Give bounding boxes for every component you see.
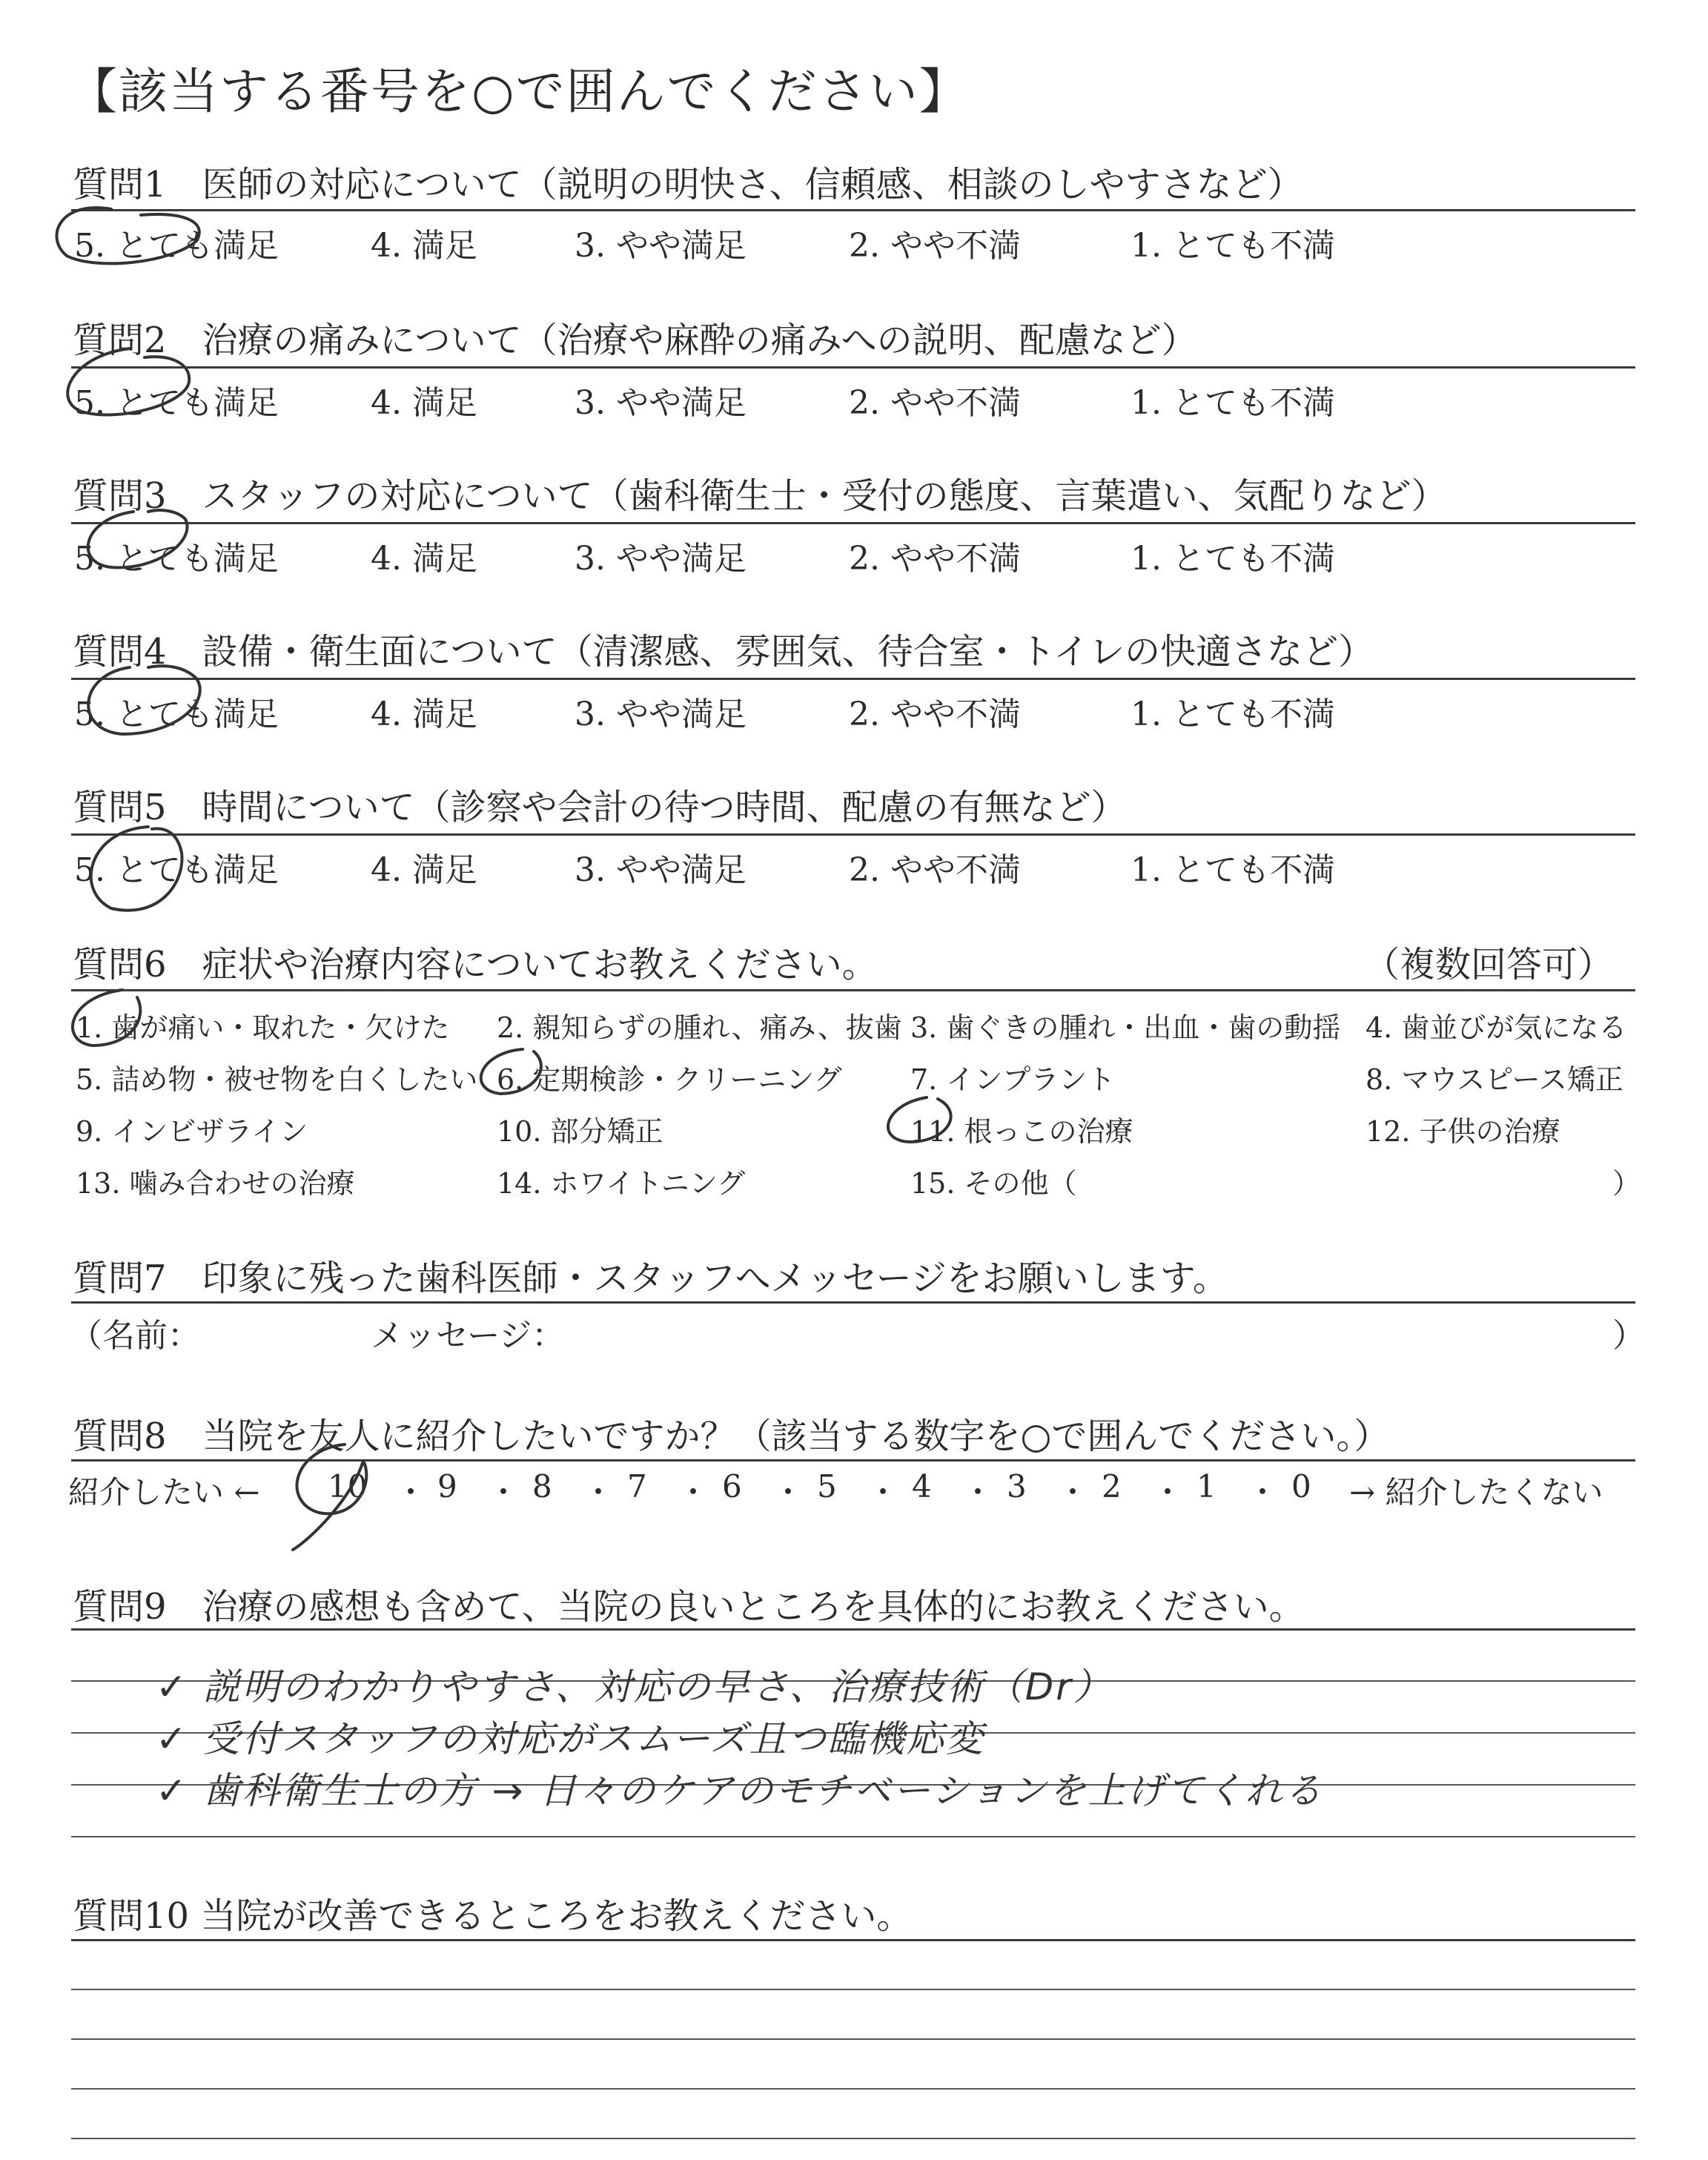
question-6-title: 質問6 症状や治療内容についてお教えください。 bbox=[73, 944, 878, 985]
divider bbox=[71, 989, 1635, 991]
divider bbox=[71, 1301, 1635, 1304]
q6-item-15[interactable]: 15. その他（ bbox=[910, 1167, 1077, 1200]
q2-option-3[interactable]: 3. やや満足 bbox=[575, 384, 747, 422]
q2-option-5[interactable]: 5. とても満足 bbox=[74, 384, 279, 422]
q5-option-2[interactable]: 2. やや不満 bbox=[849, 851, 1021, 889]
q5-option-1[interactable]: 1. とても不満 bbox=[1131, 851, 1335, 889]
q8-scale-1[interactable]: 1 bbox=[1196, 1468, 1217, 1505]
q6-item-12[interactable]: 12. 子供の治療 bbox=[1366, 1115, 1560, 1148]
q4-option-4[interactable]: 4. 満足 bbox=[371, 696, 477, 733]
q8-scale-2[interactable]: 2 bbox=[1102, 1468, 1122, 1505]
question-6-note: （複数回答可） bbox=[1364, 944, 1614, 985]
divider bbox=[71, 366, 1635, 369]
q6-item-3[interactable]: 3. 歯ぐきの腫れ・出血・歯の動揺 bbox=[910, 1011, 1341, 1044]
q8-scale-dot: ・ bbox=[867, 1474, 899, 1510]
q8-scale-6[interactable]: 6 bbox=[722, 1468, 742, 1505]
q8-scale-4[interactable]: 4 bbox=[912, 1468, 932, 1505]
q6-other-close: ） bbox=[1612, 1167, 1641, 1200]
q9-answer-2: ✓ 受付スタッフの対応がスムーズ且つ臨機応変 bbox=[156, 1717, 985, 1760]
answer-line bbox=[71, 1989, 1635, 1990]
q6-item-5[interactable]: 5. 詰め物・被せ物を白くしたい bbox=[76, 1063, 478, 1096]
divider bbox=[71, 678, 1635, 680]
q1-option-2[interactable]: 2. やや不満 bbox=[849, 227, 1021, 265]
q6-item-13[interactable]: 13. 噛み合わせの治療 bbox=[76, 1167, 355, 1200]
q1-option-1[interactable]: 1. とても不満 bbox=[1131, 227, 1335, 265]
q8-right-label: → 紹介したくない bbox=[1349, 1474, 1603, 1510]
q4-option-2[interactable]: 2. やや不満 bbox=[849, 696, 1021, 733]
q8-scale-dot: ・ bbox=[1152, 1474, 1184, 1510]
q8-scale-8[interactable]: 8 bbox=[532, 1468, 552, 1505]
divider bbox=[71, 522, 1635, 524]
q2-option-1[interactable]: 1. とても不満 bbox=[1131, 384, 1335, 422]
q6-item-1[interactable]: 1. 歯が痛い・取れた・欠けた bbox=[76, 1011, 450, 1044]
q7-name-label: （名前： bbox=[70, 1317, 200, 1355]
q1-option-3[interactable]: 3. やや満足 bbox=[575, 227, 747, 265]
divider bbox=[71, 209, 1635, 211]
q5-option-5[interactable]: 5. とても満足 bbox=[74, 851, 279, 889]
answer-line bbox=[71, 2038, 1635, 2040]
q2-option-2[interactable]: 2. やや不満 bbox=[849, 384, 1021, 422]
q8-scale-5[interactable]: 5 bbox=[817, 1468, 837, 1505]
question-8-title: 質問8 当院を友人に紹介したいですか？（該当する数字を○で囲んでください。） bbox=[73, 1416, 1390, 1457]
question-7-title: 質問7 印象に残った歯科医師・スタッフへメッセージをお願いします。 bbox=[73, 1258, 1228, 1299]
divider bbox=[71, 1939, 1635, 1941]
q6-item-11[interactable]: 11. 根っこの治療 bbox=[910, 1115, 1133, 1148]
answer-line bbox=[71, 2138, 1635, 2139]
q8-scale-dot: ・ bbox=[678, 1474, 709, 1510]
q6-item-10[interactable]: 10. 部分矯正 bbox=[497, 1115, 663, 1148]
q1-option-5[interactable]: 5. とても満足 bbox=[74, 227, 279, 265]
q6-item-9[interactable]: 9. インビザライン bbox=[76, 1115, 308, 1148]
q3-option-2[interactable]: 2. やや不満 bbox=[849, 540, 1021, 578]
question-4-title: 質問4 設備・衛生面について（清潔感、雰囲気、待合室・トイレの快適さなど） bbox=[73, 631, 1374, 673]
q6-item-2[interactable]: 2. 親知らずの腫れ、痛み、抜歯 bbox=[497, 1011, 902, 1044]
q4-option-1[interactable]: 1. とても不満 bbox=[1131, 696, 1335, 733]
q5-option-4[interactable]: 4. 満足 bbox=[371, 851, 477, 889]
divider bbox=[71, 833, 1635, 836]
q6-item-7[interactable]: 7. インプラント bbox=[910, 1063, 1116, 1096]
q8-scale-dot: ・ bbox=[1247, 1474, 1279, 1510]
q8-scale-dot: ・ bbox=[583, 1474, 615, 1510]
q8-scale-dot: ・ bbox=[1057, 1474, 1089, 1510]
q2-option-4[interactable]: 4. 満足 bbox=[371, 384, 477, 422]
q3-option-5[interactable]: 5. とても満足 bbox=[74, 540, 279, 578]
divider bbox=[71, 1459, 1635, 1462]
q8-scale-dot: ・ bbox=[772, 1474, 804, 1510]
q8-scale-10[interactable]: 10 bbox=[328, 1468, 368, 1505]
q9-answer-1: ✓ 説明のわかりやすさ、対応の早さ、治療技術（Dr） bbox=[156, 1665, 1113, 1708]
q6-item-6[interactable]: 6. 定期検診・クリーニング bbox=[497, 1063, 842, 1096]
q8-scale-7[interactable]: 7 bbox=[627, 1468, 647, 1505]
q5-option-3[interactable]: 3. やや満足 bbox=[575, 851, 747, 889]
q3-option-3[interactable]: 3. やや満足 bbox=[575, 540, 747, 578]
question-2-title: 質問2 治療の痛みについて（治療や麻酔の痛みへの説明、配慮など） bbox=[73, 320, 1197, 361]
q6-item-4[interactable]: 4. 歯並びが気になる bbox=[1366, 1011, 1627, 1044]
q8-left-label: 紹介したい ← bbox=[68, 1474, 260, 1510]
answer-line bbox=[71, 2088, 1635, 2090]
q3-option-4[interactable]: 4. 満足 bbox=[371, 540, 477, 578]
q8-scale-3[interactable]: 3 bbox=[1007, 1468, 1027, 1505]
q8-scale-dot: ・ bbox=[395, 1474, 427, 1510]
q7-message-label: メッセージ： bbox=[371, 1317, 565, 1355]
question-5-title: 質問5 時間について（診察や会計の待つ時間、配慮の有無など） bbox=[73, 787, 1127, 828]
question-9-title: 質問9 治療の感想も含めて、当院の良いところを具体的にお教えください。 bbox=[73, 1586, 1305, 1628]
q4-option-5[interactable]: 5. とても満足 bbox=[74, 696, 279, 733]
q1-option-4[interactable]: 4. 満足 bbox=[371, 227, 477, 265]
question-3-title: 質問3 スタッフの対応について（歯科衛生士・受付の態度、言葉遣い、気配りなど） bbox=[73, 475, 1447, 517]
q8-scale-dot: ・ bbox=[962, 1474, 994, 1510]
answer-line bbox=[71, 1836, 1635, 1837]
page-header: 【該当する番号を○で囲んでください】 bbox=[68, 63, 970, 120]
q6-item-14[interactable]: 14. ホワイトニング bbox=[497, 1167, 746, 1200]
q6-item-8[interactable]: 8. マウスピース矯正 bbox=[1366, 1063, 1623, 1096]
divider bbox=[71, 1628, 1635, 1631]
q8-scale-dot: ・ bbox=[488, 1474, 520, 1510]
q8-scale-0[interactable]: 0 bbox=[1291, 1468, 1311, 1505]
q9-answer-3: ✓ 歯科衛生士の方 → 日々のケアのモチベーションを上げてくれる bbox=[156, 1769, 1324, 1812]
q4-option-3[interactable]: 3. やや満足 bbox=[575, 696, 747, 733]
q8-scale-9[interactable]: 9 bbox=[437, 1468, 457, 1505]
question-10-title: 質問10 当院が改善できるところをお教えください。 bbox=[73, 1895, 913, 1937]
question-1-title: 質問1 医師の対応について（説明の明快さ、信頼感、相談のしやすさなど） bbox=[73, 164, 1303, 205]
q7-close: ） bbox=[1612, 1317, 1645, 1355]
q3-option-1[interactable]: 1. とても不満 bbox=[1131, 540, 1335, 578]
